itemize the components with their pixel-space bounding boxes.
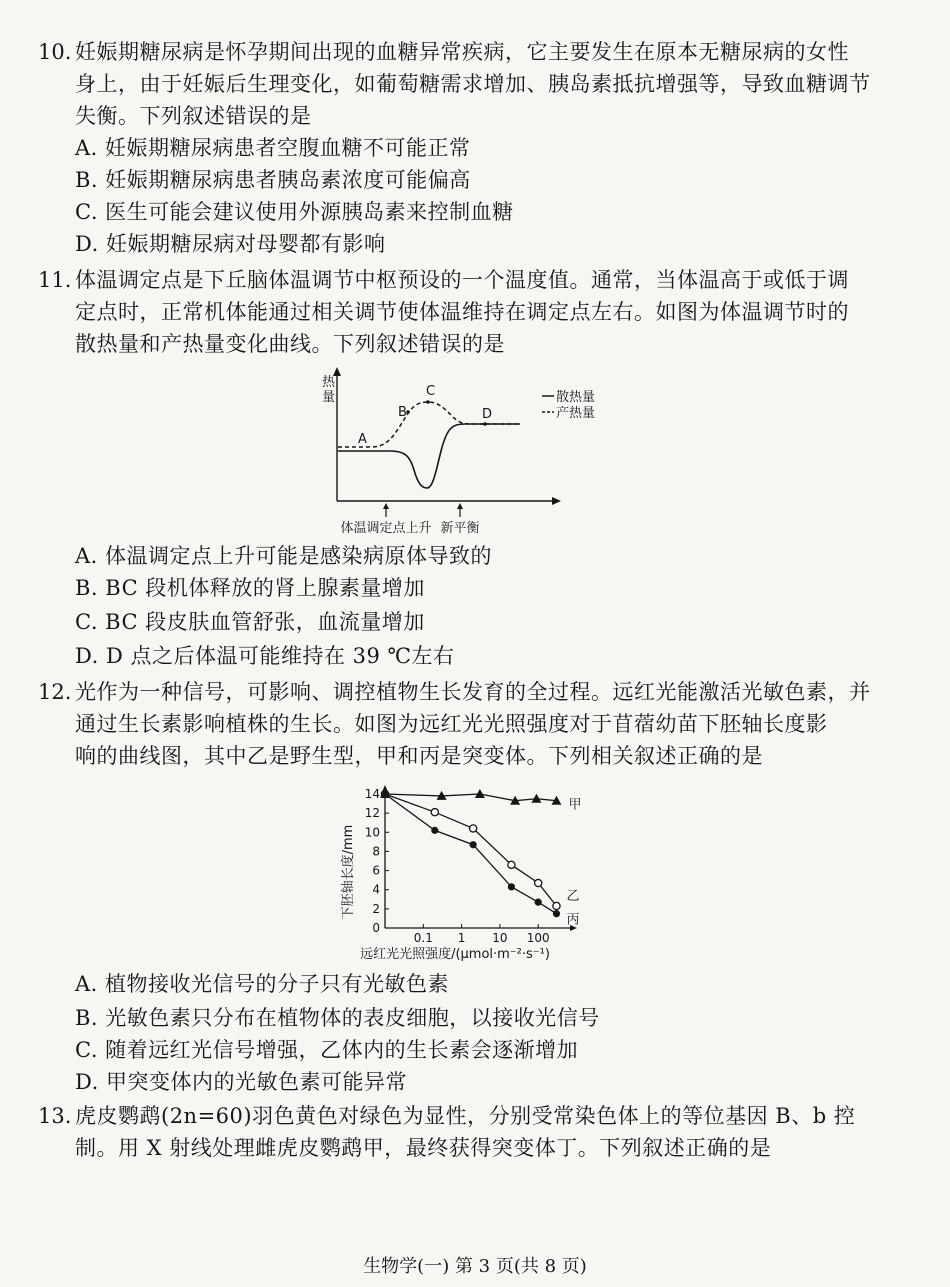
q11-stem-line-2: 定点时，正常机体能通过相关调节使体温维持在调定点左右。如图为体温调节时的 xyxy=(75,300,849,324)
q12-x-axis-label: 远红光光照强度/(μmol·m⁻²·s⁻¹) xyxy=(360,947,550,962)
q13-number: 13. xyxy=(38,1104,72,1128)
q11-y-label-2: 量 xyxy=(322,390,336,405)
q12-point-2-0 xyxy=(381,790,388,797)
q12-y-axis-label: 下胚轴长度/mm xyxy=(341,824,356,920)
q12-y-tick-label: 8 xyxy=(372,844,380,859)
q12-series-label-2: 丙 xyxy=(566,912,580,928)
q12-point-1-1 xyxy=(431,809,438,816)
q11-option-a: A. 体温调定点上升可能是感染病原体导致的 xyxy=(75,544,493,568)
q12-y-tick-label: 0 xyxy=(372,921,380,935)
q11-number: 11. xyxy=(38,268,72,292)
q12-point-1-4 xyxy=(535,879,542,886)
q12-point-1-2 xyxy=(470,825,477,832)
q12-point-2-2 xyxy=(470,841,477,848)
q11-label-d: D xyxy=(482,407,493,422)
q11-label-a: A xyxy=(358,432,367,447)
q12-series-label-0: 甲 xyxy=(568,797,582,813)
q12-y-tick-label: 4 xyxy=(372,882,380,897)
q10-option-a: A. 妊娠期糖尿病患者空腹血糖不可能正常 xyxy=(75,136,471,160)
q12-stem-line-2: 通过生长素影响植株的生长。如图为远红光光照强度对于苜蓿幼苗下胚轴长度影 xyxy=(75,712,828,736)
q12-x-tick-label: 100 xyxy=(526,931,550,945)
q11-stem-line-1: 体温调定点是下丘脑体温调节中枢预设的一个温度值。通常，当体温高于或低于调 xyxy=(75,268,849,292)
q12-stem-line-3: 响的曲线图，其中乙是野生型，甲和丙是突变体。下列相关叙述正确的是 xyxy=(75,744,763,768)
q12-point-2-1 xyxy=(431,827,438,834)
q12-series-line-2 xyxy=(385,794,556,914)
q11-option-b: B. BC 段机体释放的肾上腺素量增加 xyxy=(75,576,425,600)
q11-y-label-1: 热 xyxy=(322,375,336,390)
q11-option-d: D. D 点之后体温可能维持在 39 ℃左右 xyxy=(75,644,455,668)
q12-x-tick-label: 0.1 xyxy=(413,931,433,945)
q12-y-tick-label: 10 xyxy=(364,825,380,840)
q10-stem-line-2: 身上，由于妊娠后生理变化，如葡萄糖需求增加、胰岛素抵抗增强等，导致血糖调节 xyxy=(75,72,871,96)
q12-y-tick-label: 2 xyxy=(372,901,380,916)
q12-x-tick-label: 1 xyxy=(457,931,466,945)
q12-y-tick-label: 12 xyxy=(364,806,380,821)
q11-label-b: B xyxy=(398,405,407,420)
q11-x-annotation-1: 体温调定点上升 xyxy=(340,521,432,536)
q12-point-2-4 xyxy=(535,899,542,906)
q12-point-0-4 xyxy=(531,794,541,803)
q12-stem-line-1: 光作为一种信号，可影响、调控植物生长发育的全过程。远红光能激活光敏色素，并 xyxy=(75,680,871,704)
q12-x-tick-label: 10 xyxy=(492,931,508,945)
q10-option-d: D. 妊娠期糖尿病对母婴都有影响 xyxy=(75,232,386,256)
q12-option-b: B. 光敏色素只分布在植物体的表皮细胞，以接收光信号 xyxy=(75,1006,600,1030)
page-footer: 生物学(一) 第 3 页(共 8 页) xyxy=(363,1256,587,1277)
q10-option-b: B. 妊娠期糖尿病患者胰岛素浓度可能偏高 xyxy=(75,168,471,192)
q10-number: 10. xyxy=(38,40,72,64)
q12-number: 12. xyxy=(38,680,72,704)
q12-hypocotyl-chart xyxy=(330,780,590,970)
q12-option-a: A. 植物接收光信号的分子只有光敏色素 xyxy=(75,972,450,996)
q11-heat-figure xyxy=(300,366,620,538)
q11-legend-production: 产热量 xyxy=(556,406,596,421)
q11-marker-arrow-1-icon xyxy=(383,503,389,509)
q10-option-c: C. 医生可能会建议使用外源胰岛素来控制血糖 xyxy=(75,200,514,224)
q11-label-c: C xyxy=(426,384,436,399)
q13-stem-line-1: 虎皮鹦鹉(2n=60)羽色黄色对绿色为显性，分别受常染色体上的等位基因 B、b 控 xyxy=(75,1104,856,1128)
q11-point-d xyxy=(483,422,487,426)
q13-stem-line-2: 制。用 X 射线处理雌虎皮鹦鹉甲，最终获得突变体丁。下列叙述正确的是 xyxy=(75,1136,772,1160)
q11-option-c: C. BC 段皮肤血管舒张，血流量增加 xyxy=(75,610,425,634)
q12-series-line-1 xyxy=(385,794,556,906)
q12-point-2-5 xyxy=(553,910,560,917)
q11-x-arrow-icon xyxy=(552,497,561,505)
q12-point-1-3 xyxy=(508,861,515,868)
q12-option-c: C. 随着远红光信号增强，乙体内的生长素会逐渐增加 xyxy=(75,1038,579,1062)
q12-series-line-0 xyxy=(385,794,556,801)
q12-point-1-5 xyxy=(553,902,560,909)
q11-x-annotation-2: 新平衡 xyxy=(440,521,480,536)
q10-stem-line-1: 妊娠期糖尿病是怀孕期间出现的血糖异常疾病，它主要发生在原本无糖尿病的女性 xyxy=(75,40,849,64)
q12-point-2-3 xyxy=(508,883,515,890)
q11-legend-dissipation: 散热量 xyxy=(556,390,596,405)
q12-series-label-1: 乙 xyxy=(566,888,580,904)
q10-stem-line-3: 失衡。下列叙述错误的是 xyxy=(75,104,312,128)
q12-y-tick-label: 14 xyxy=(364,787,380,801)
q11-stem-line-3: 散热量和产热量变化曲线。下列叙述错误的是 xyxy=(75,332,505,356)
q12-y-tick-label: 6 xyxy=(372,863,380,878)
q12-point-0-2 xyxy=(475,789,485,798)
q11-point-c xyxy=(426,400,430,404)
q12-option-d: D. 甲突变体内的光敏色素可能异常 xyxy=(75,1070,407,1094)
q11-marker-arrow-2-icon xyxy=(457,503,463,509)
